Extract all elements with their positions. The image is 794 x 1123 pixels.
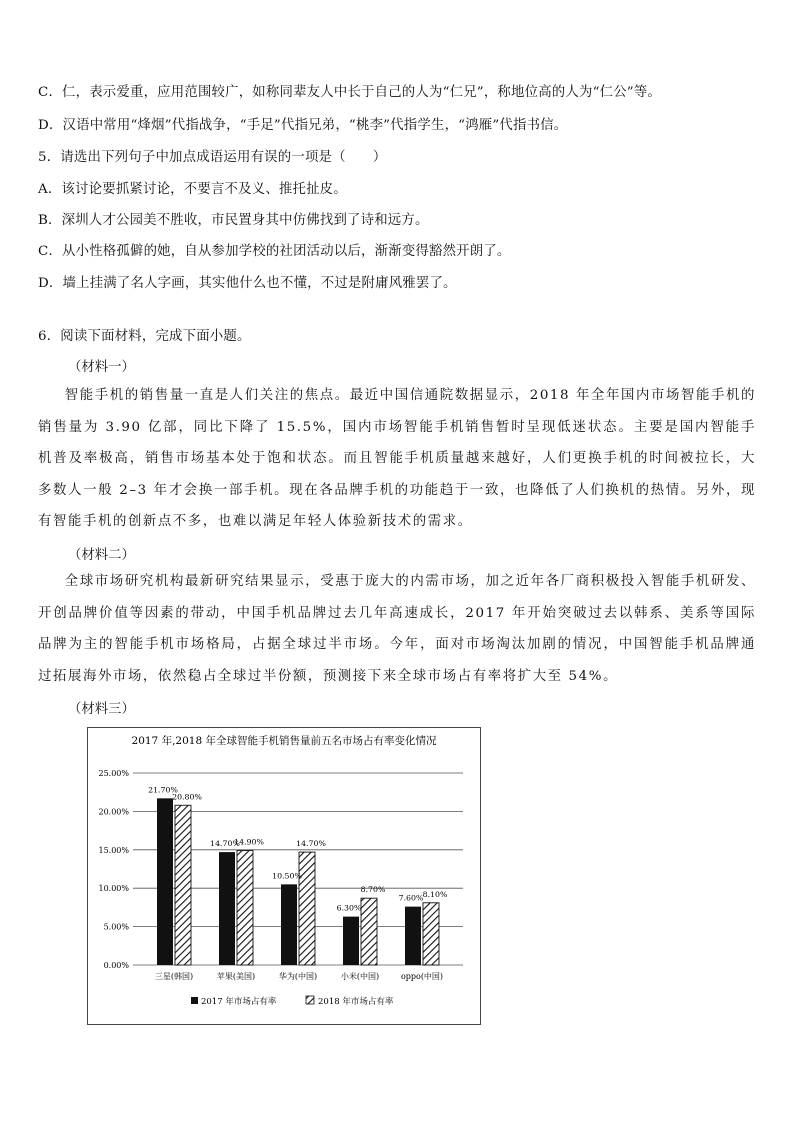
data-label-2017: 6.30% <box>336 903 362 913</box>
legend-label-2018: 2018 年市场占有率 <box>318 997 394 1007</box>
market-share-chart <box>87 727 481 1025</box>
data-label-2018: 8.70% <box>360 885 386 895</box>
y-tick-label: 0.00% <box>103 961 129 970</box>
chart-legend <box>191 996 394 1007</box>
legend-swatch-2018 <box>306 996 314 1004</box>
data-label-2018: 14.70% <box>296 839 326 849</box>
data-label-2017: 10.50% <box>272 871 302 881</box>
x-category-label: 三星(韩国) <box>154 972 194 981</box>
question6-stem: 6．阅读下面材料，完成下面小题。 <box>38 329 251 344</box>
chart-labels <box>98 769 447 981</box>
bar-2017 <box>343 917 359 965</box>
data-label-2018: 14.90% <box>234 837 264 847</box>
bar-2018 <box>237 851 253 965</box>
bar-2017 <box>157 798 173 965</box>
bar-2018 <box>423 903 439 965</box>
x-category-label: oppo(中国) <box>400 972 444 981</box>
data-label-2017: 14.70% <box>210 839 240 849</box>
material3-label: （材料三） <box>68 702 135 717</box>
chart-svg <box>88 728 480 1024</box>
bar-2017 <box>405 907 421 965</box>
question5-option-d: D．墙上挂满了名人字画，其实他什么也不懂，不过是附庸风雅罢了。 <box>38 276 457 291</box>
data-label-2017: 7.60% <box>398 893 424 903</box>
bar-2018 <box>299 852 315 965</box>
option-c-top: C．仁，表示爱重，应用范围较广，如称同辈友人中长于自己的人为“仁兄”，称地位高的人为“仁公”等。 <box>38 85 662 100</box>
data-label-2018: 20.80% <box>172 792 202 802</box>
bar-2017 <box>219 852 235 965</box>
question5-option-a: A．该讨论要抓紧讨论，不要言不及义、推托扯皮。 <box>38 182 347 197</box>
bar-2018 <box>361 898 377 965</box>
question5-option-b: B．深圳人才公园美不胜收，市民置身其中仿佛找到了诗和远方。 <box>38 213 429 228</box>
chart-title: 2017 年,2018 年全球智能手机销售量前五名市场占有率变化情况 <box>131 735 437 747</box>
data-label-2017: 21.70% <box>148 785 178 795</box>
y-tick-label: 15.00% <box>98 845 129 855</box>
material1-label: （材料一） <box>68 360 135 375</box>
y-tick-label: 5.00% <box>103 922 129 932</box>
bar-2018 <box>175 805 191 965</box>
legend-label-2017: 2017 年市场占有率 <box>201 997 277 1007</box>
material2-text: 全球市场研究机构最新研究结果显示，受惠于庞大的内需市场，加之近年各厂商积极投入智能手机研发、开创品牌价值等因素的带动，中国手机品牌过去几年高速成长，2017 年开始突破过去以韩系、美系等国际品牌为主的智能手机市场格局，占据全球过半市场。今年，面对市场淘汰加剧的情况，中国智能手机品牌通过拓展海外市场，依然稳占全球过半份额，预测接下来全球市场占有率将扩大至 54%。 <box>38 574 756 684</box>
y-tick-label: 10.00% <box>98 884 129 894</box>
legend-swatch-2017 <box>191 997 198 1004</box>
y-tick-label: 25.00% <box>98 769 129 778</box>
chart-bars <box>157 798 439 965</box>
material1-text: 智能手机的销售量一直是人们关注的焦点。最近中国信通院数据显示，2018 年全年国内市场智能手机的销售量为 3.90 亿部，同比下降了 15.5%，国内市场智能手机销售暂时呈现低迷状态。主要是国内智能手机普及率极高，销售市场基本处于饱和状态。而且智能手机质量越来越好，人们更换手机的时间被拉长，大多数人一般 2–3 年才会换一部手机。现在各品牌手机的功能趋于一致，也降低了人们换机的热情。另外，现有智能手机的创新点不多，也难以满足年轻人体验新技术的需求。 <box>38 388 756 529</box>
x-category-label: 小米(中国) <box>340 972 380 981</box>
x-category-label: 华为(中国) <box>278 972 318 981</box>
material2-label: （材料二） <box>68 548 135 563</box>
option-d-top: D．汉语中常用“烽烟”代指战争，“手足”代指兄弟，“桃李”代指学生，“鸿雁”代指书信。 <box>38 118 568 133</box>
question5-stem: 5．请选出下列句子中加点成语运用有误的一项是（ ） <box>38 150 387 165</box>
x-category-label: 苹果(美国) <box>216 972 256 981</box>
bar-2017 <box>281 884 297 965</box>
question5-option-c: C．从小性格孤僻的她，自从参加学校的社团活动以后，渐渐变得豁然开朗了。 <box>38 244 511 259</box>
y-tick-label: 20.00% <box>98 807 129 817</box>
data-label-2018: 8.10% <box>422 889 448 899</box>
